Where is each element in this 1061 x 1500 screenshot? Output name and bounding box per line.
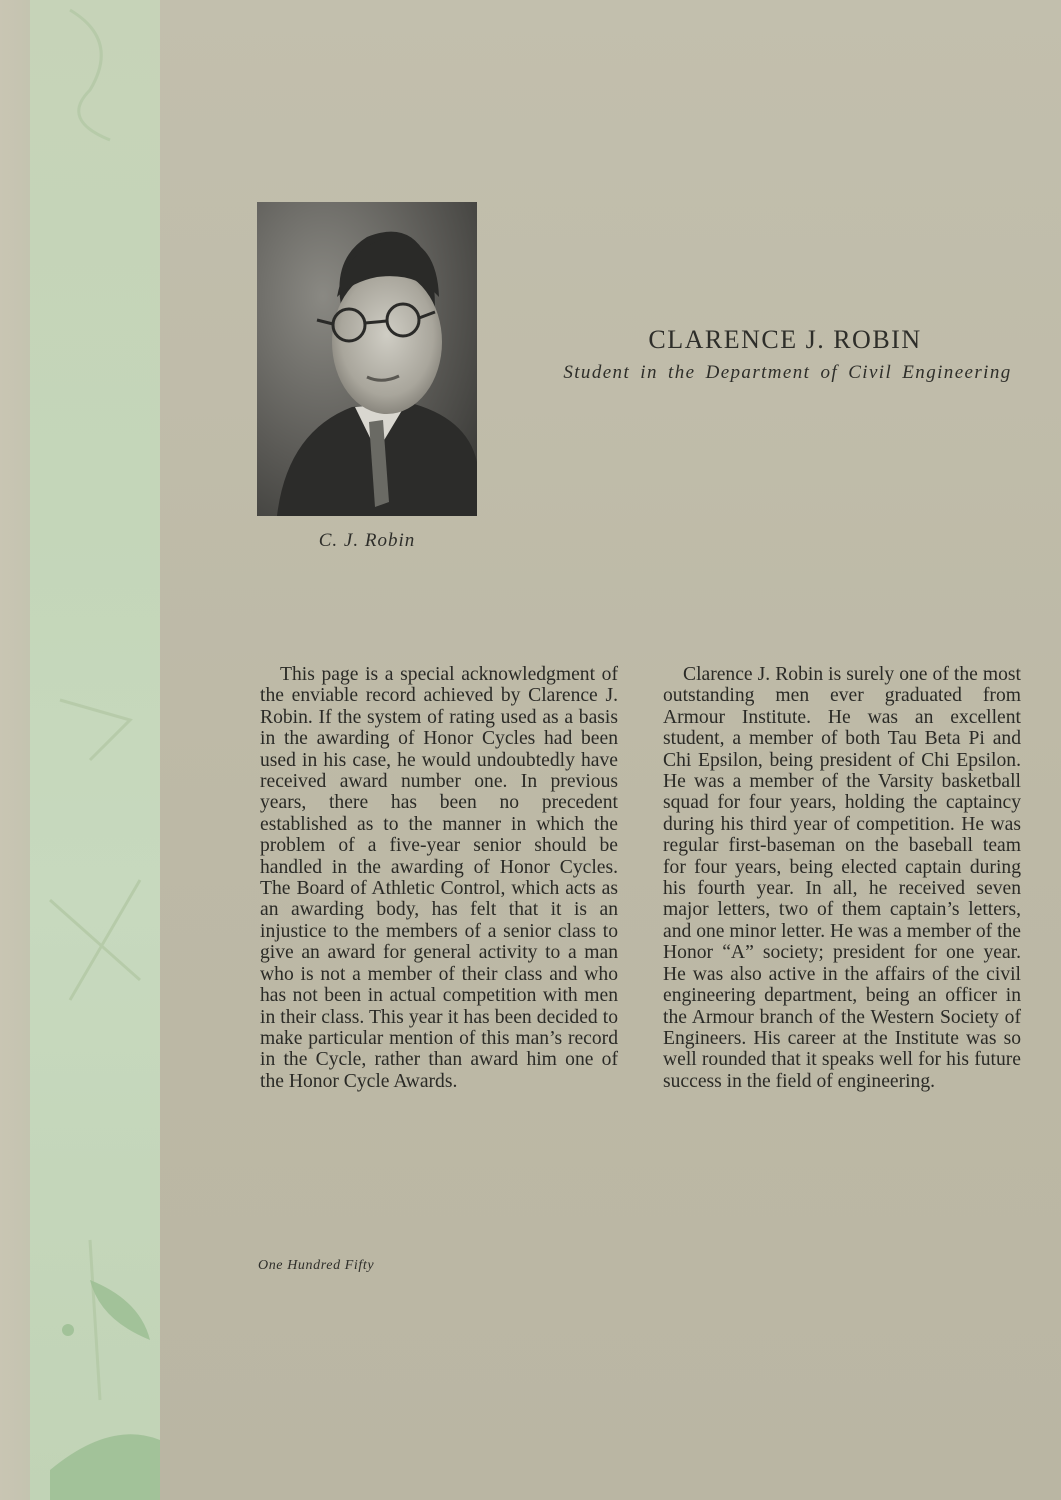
page-subtitle: Student in the Department of Civil Engineering [563, 362, 1012, 383]
page-edge [0, 0, 30, 1500]
left-paragraph: This page is a special acknowledgment of the enviable record achieved by Clarence J. Robin. If the system of rating used as a basis in the awarding of Honor Cycles had been used in his case, he would undoubtedly have received award number one. In previous years, there has been no precedent established as to the manner in which the problem of a five-year senior should be handled in the awarding of Honor Cycles. The Board of Athletic Control, which acts as an awarding body, has felt that it is an injustice to the members of a senior class to give an award for general activity to a man who is not a member of their class and who has not been in actual competition with men in their class. This year it has been decided to make particular mention of this man’s record in the Cycle, rather than award him one of the Honor Cycle Awards. [260, 664, 618, 1092]
portrait-caption: C. J. Robin [318, 530, 416, 551]
page-number-label: One Hundred Fifty [258, 1258, 375, 1273]
page-title: CLARENCE J. ROBIN [648, 325, 922, 354]
portrait-photo [257, 202, 477, 516]
right-paragraph: Clarence J. Robin is surely one of the most outstanding men ever graduated from Armour Institute. He was an excellent student, a member of both Tau Beta Pi and Chi Epsilon, being president of Chi Epsilon. He was a member of the Varsity basketball squad for four years, holding the captaincy during his third year of competition. He was regular first-baseman on the baseball team for four years, being elected captain during his fourth year. In all, he received seven major letters, two of them captain’s letters, and one minor letter. He was a member of the Honor “A” society; president for one year. He was also active in the affairs of the civil engineering department, being an officer in the Armour branch of the Western Society of Engineers. His career at the Institute was so well rounded that it speaks well for his future success in the field of engineering. [663, 664, 1022, 1092]
portrait-illustration [257, 202, 477, 516]
left-column [260, 664, 618, 1092]
right-column [663, 664, 1021, 1092]
strip-watermark-graphic [30, 0, 160, 1500]
